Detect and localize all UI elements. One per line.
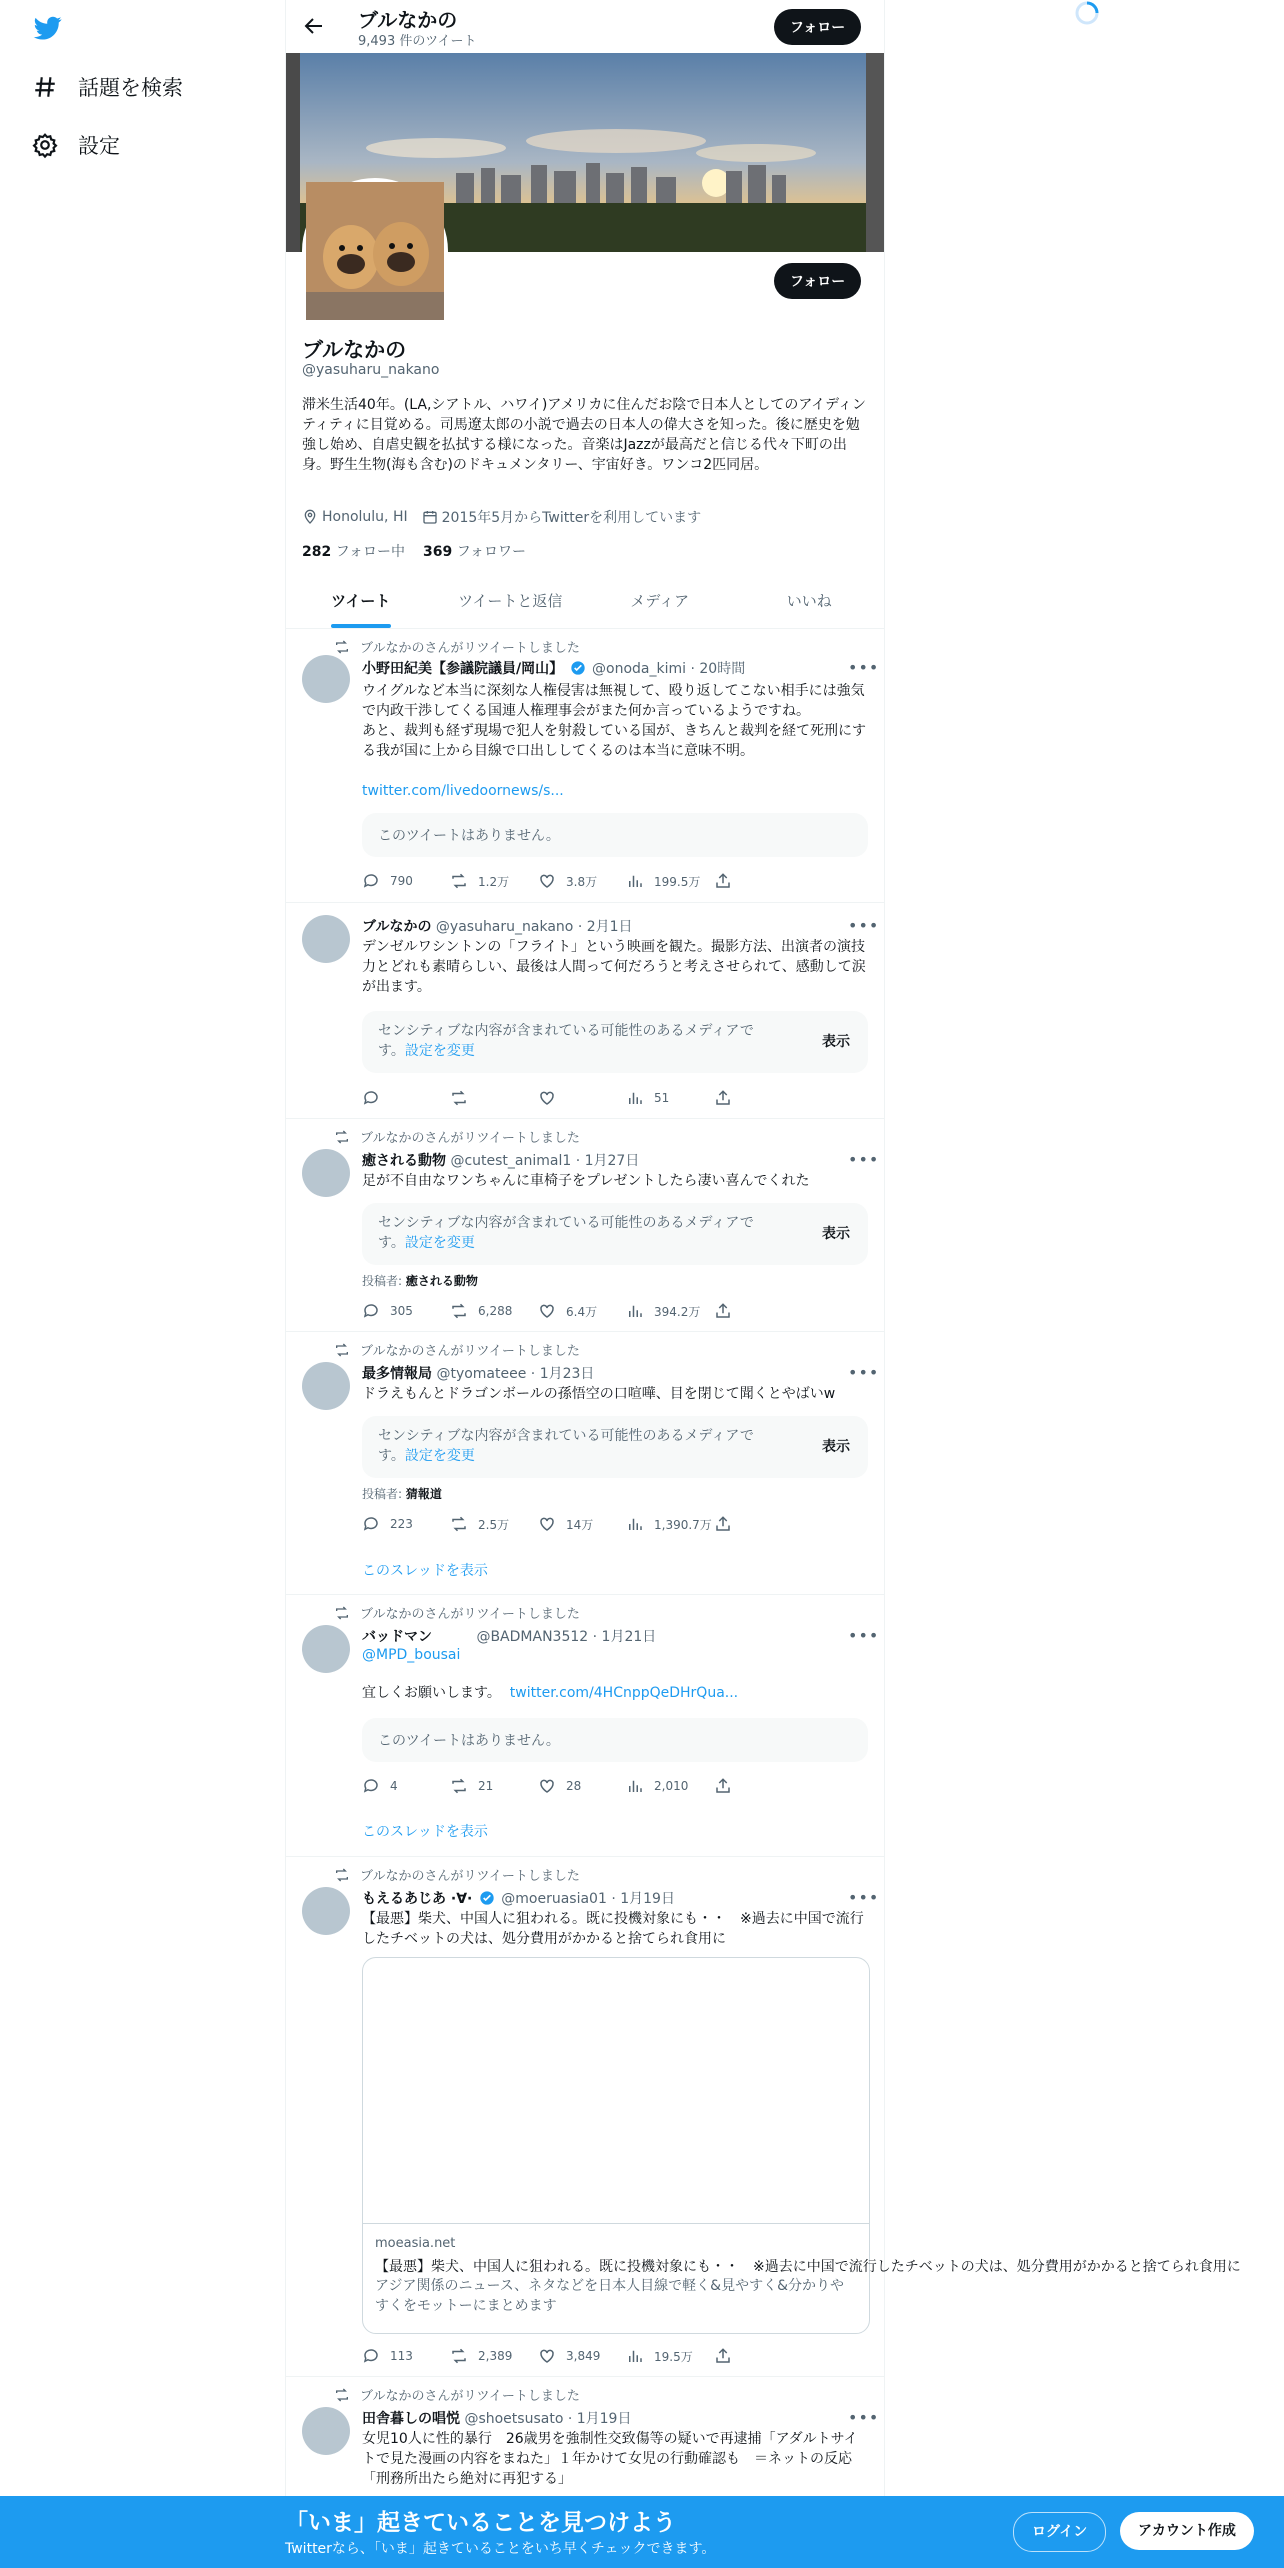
sensitive-text <box>378 1021 778 1061</box>
retweet-icon <box>334 1605 350 1621</box>
more-icon[interactable]: ••• <box>848 658 880 677</box>
tweet-time[interactable]: · 1月27日 <box>575 1153 640 1169</box>
tweet-text: 足が不自由なワンちゃんに車椅子をプレゼントしたら凄い喜んでくれた <box>362 1173 810 1189</box>
retweet-text: ブルなかのさんがリツイートしました <box>360 1869 580 1884</box>
retweet-icon <box>450 1089 468 1107</box>
left-nav <box>0 0 285 2568</box>
tweet-body: 宜しくお願いします。 <box>362 1685 501 1701</box>
tweet-header <box>362 2408 862 2428</box>
tweet-time[interactable]: · 1月21日 <box>592 1629 657 1645</box>
retweet-button[interactable] <box>450 1515 538 1533</box>
analytics-icon <box>626 1777 644 1795</box>
tweet-text <box>362 1683 868 1703</box>
tweet-actions <box>362 2347 802 2365</box>
profile-handle: @yasuharu_nakano <box>302 362 440 378</box>
tweet-header <box>362 658 862 678</box>
share-icon <box>714 1777 732 1795</box>
sensitive-message: センシティブな内容が含まれている可能性のあるメディアです。 <box>378 1428 754 1464</box>
retweet-icon <box>450 1302 468 1320</box>
views-button[interactable] <box>626 1777 714 1795</box>
profile-header-bar <box>286 0 884 53</box>
retweet-count: 6,288 <box>478 1304 513 1318</box>
share-button[interactable] <box>714 1515 802 1533</box>
profile-follow-button[interactable]: フォロー <box>774 263 861 299</box>
reply-button[interactable] <box>362 872 450 890</box>
tab-tweets[interactable]: ツイート <box>286 575 436 628</box>
followers-link[interactable] <box>423 541 526 561</box>
retweet-button[interactable] <box>450 1777 538 1795</box>
avatar[interactable] <box>302 1625 350 1673</box>
nav-explore[interactable] <box>32 72 183 102</box>
following-label: フォロー中 <box>335 544 405 560</box>
avatar[interactable] <box>302 1149 350 1197</box>
sensitive-media-warning <box>362 1011 868 1073</box>
tweet-actions <box>362 1089 802 1107</box>
following-link[interactable] <box>302 541 405 561</box>
share-icon <box>714 1515 732 1533</box>
tweet[interactable] <box>286 1595 884 1857</box>
views-button[interactable] <box>626 2347 714 2365</box>
views-button[interactable] <box>626 1302 714 1320</box>
nav-explore-label: 話題を検索 <box>78 76 183 100</box>
author-name[interactable]: 田舎暮しの唱悦 <box>362 2411 460 2427</box>
heart-icon <box>538 1777 556 1795</box>
retweet-indicator <box>334 1865 580 1884</box>
header-tweet-count: 9,493 件のツイート <box>358 34 477 49</box>
tweet-time[interactable]: · 1月19日 <box>611 1891 675 1907</box>
more-icon[interactable]: ••• <box>848 916 880 935</box>
analytics-icon <box>626 1515 644 1533</box>
like-button[interactable] <box>538 2347 626 2365</box>
followers-label: フォロワー <box>456 544 526 560</box>
calendar-icon <box>422 509 438 525</box>
tweet-header <box>362 1363 862 1383</box>
change-settings-link[interactable]: 設定を変更 <box>404 1043 475 1059</box>
posted-by-label: 投稿者: <box>362 1274 403 1288</box>
reply-icon <box>362 872 380 890</box>
tweet-text: デンゼルワシントンの「フライト」という映画を観た。撮影方法、出演者の演技力とどれも素晴らしい、最後は人間って何だろうと考えさせられて、感動して涙が出ます。 <box>362 939 866 995</box>
posted-by-name[interactable]: 癒される動物 <box>405 1274 478 1288</box>
profile-name: ブルなかの <box>302 338 407 362</box>
view-count: 19.5万 <box>654 2349 693 2364</box>
retweet-button[interactable] <box>450 1089 538 1107</box>
retweet-count: 2,389 <box>478 2349 513 2363</box>
avatar[interactable] <box>302 1362 350 1410</box>
more-icon[interactable]: ••• <box>848 1150 880 1169</box>
profile-follow-stats <box>302 541 526 561</box>
unavailable-quote[interactable]: このツイートはありません。 <box>362 1718 868 1762</box>
tweet[interactable] <box>286 903 884 1119</box>
posted-by-name[interactable]: 猜報道 <box>405 1487 442 1501</box>
tweet-actions <box>362 1515 802 1533</box>
avatar[interactable] <box>302 1887 350 1935</box>
more-icon[interactable]: ••• <box>848 1626 880 1645</box>
tweet[interactable] <box>286 1119 884 1332</box>
change-settings-link[interactable]: 設定を変更 <box>404 1235 475 1251</box>
author-handle[interactable]: @moeruasia01 <box>501 1891 607 1907</box>
signup-banner-title: 「いま」起きていることを見つけよう <box>285 2510 676 2536</box>
avatar[interactable] <box>302 915 350 963</box>
reply-button[interactable] <box>362 1089 450 1107</box>
posted-by <box>362 1272 478 1289</box>
sensitive-text <box>378 1426 778 1466</box>
retweet-indicator <box>334 1340 580 1359</box>
tweet-link[interactable]: twitter.com/livedoornews/s... <box>362 783 564 799</box>
tweet-text: 女児10人に性的暴行 26歳男を強制性交致傷等の疑いで再逮捕「アダルトサイトで見た漫画の内容をまねた」１年かけて女児の行動確認も ＝ネットの反応「刑務所出たら絶対に再犯する」 <box>362 2431 858 2487</box>
profile-location-text: Honolulu, HI <box>322 509 408 525</box>
sensitive-message: センシティブな内容が含まれている可能性のあるメディアです。 <box>378 1215 754 1251</box>
retweet-icon <box>334 1867 350 1883</box>
retweet-icon <box>334 1342 350 1358</box>
retweet-indicator <box>334 1127 580 1146</box>
retweet-indicator <box>334 2385 580 2404</box>
hashtag-icon <box>32 74 58 100</box>
reply-count: 4 <box>390 1779 398 1793</box>
back-arrow-icon[interactable] <box>302 14 326 38</box>
profile-joined <box>422 507 701 527</box>
retweet-text: ブルなかのさんがリツイートしました <box>360 1344 580 1359</box>
header-follow-button[interactable]: フォロー <box>774 9 861 45</box>
view-count: 1,390.7万 <box>654 1517 712 1532</box>
view-count: 199.5万 <box>654 874 701 889</box>
author-name[interactable]: 癒される動物 <box>362 1153 446 1169</box>
reply-count: 223 <box>390 1517 413 1531</box>
like-count: 3.8万 <box>566 874 598 889</box>
like-button[interactable] <box>538 1089 626 1107</box>
retweet-count: 21 <box>478 1779 494 1793</box>
avatar-dogs-image <box>306 182 444 320</box>
tab-tweets-replies[interactable]: ツイートと返信 <box>458 592 563 610</box>
signup-banner <box>0 2496 1284 2568</box>
retweet-icon <box>334 639 350 655</box>
tweet-time[interactable]: · 20時間 <box>690 661 746 677</box>
views-button[interactable] <box>626 1089 714 1107</box>
tweet-actions <box>362 1302 802 1320</box>
share-button[interactable] <box>714 2347 802 2365</box>
tab-media[interactable]: メディア <box>630 592 690 610</box>
share-icon <box>714 1089 732 1107</box>
retweet-icon <box>450 872 468 890</box>
heart-icon <box>538 1515 556 1533</box>
loading-spinner-icon <box>1074 0 1100 26</box>
views-button[interactable] <box>626 1515 714 1533</box>
sensitive-message: センシティブな内容が含まれている可能性のあるメディアです。 <box>378 1023 754 1059</box>
tweet[interactable] <box>286 1332 884 1595</box>
retweet-text: ブルなかのさんがリツイートしました <box>360 2389 580 2404</box>
author-handle[interactable]: @shoetsusato <box>464 2411 564 2427</box>
profile-tabs <box>286 575 884 629</box>
location-pin-icon <box>302 509 318 525</box>
analytics-icon <box>626 872 644 890</box>
retweet-indicator <box>334 637 580 656</box>
retweet-text: ブルなかのさんがリツイートしました <box>360 1607 580 1622</box>
show-media-button[interactable]: 表示 <box>822 1226 850 1242</box>
share-button[interactable] <box>714 1777 802 1795</box>
tweet[interactable] <box>286 1857 1241 2377</box>
twitter-logo-icon[interactable] <box>32 14 64 42</box>
tab-likes[interactable]: いいね <box>786 592 832 610</box>
analytics-icon <box>626 2347 644 2365</box>
tweet-header <box>362 916 862 936</box>
profile-meta <box>302 507 701 527</box>
retweet-icon <box>450 1777 468 1795</box>
retweet-icon <box>450 2347 468 2365</box>
header-profile-name: ブルなかの <box>358 8 458 32</box>
verified-badge-icon <box>479 1890 495 1906</box>
posted-by-label: 投稿者: <box>362 1487 403 1501</box>
reply-icon <box>362 2347 380 2365</box>
view-count: 2,010 <box>654 1779 689 1793</box>
avatar[interactable] <box>302 655 350 703</box>
signup-button[interactable]: アカウント作成 <box>1120 2512 1254 2550</box>
retweet-count: 1.2万 <box>478 874 510 889</box>
tweet-header <box>362 1150 862 1170</box>
reply-icon <box>362 1515 380 1533</box>
tweet-text: ドラえもんとドラゴンボールの孫悟空の口喧嘩、目を閉じて聞くとやばいw <box>362 1386 836 1402</box>
tweet-header <box>362 1888 862 1908</box>
avatar[interactable] <box>302 2407 350 2455</box>
like-count: 3,849 <box>566 2349 601 2363</box>
tweet-actions <box>362 1777 802 1795</box>
heart-icon <box>538 1302 556 1320</box>
more-icon[interactable]: ••• <box>848 1888 880 1907</box>
like-button[interactable] <box>538 1515 626 1533</box>
reply-icon <box>362 1302 380 1320</box>
reply-count: 305 <box>390 1304 413 1318</box>
tweet[interactable] <box>286 629 884 903</box>
tweet-header <box>362 1626 862 1646</box>
change-settings-link[interactable]: 設定を変更 <box>404 1448 475 1464</box>
retweet-button[interactable] <box>450 1302 538 1320</box>
tweet-time[interactable]: · 1月19日 <box>567 2411 632 2427</box>
like-button[interactable] <box>538 1302 626 1320</box>
author-name[interactable]: 最多情報局 <box>362 1366 432 1382</box>
gear-icon <box>32 132 58 158</box>
mention-link[interactable]: @MPD_bousai <box>362 1647 461 1663</box>
analytics-icon <box>626 1089 644 1107</box>
share-button[interactable] <box>714 1302 802 1320</box>
reply-button[interactable] <box>362 1302 450 1320</box>
author-name[interactable]: 小野田紀美【参議院議員/岡山】 <box>362 661 564 677</box>
tweet-text: 【最悪】柴犬、中国人に狙われる。既に投機対象にも・・ ※過去に中国で流行したチベットの犬は、処分費用がかかると捨てられ食用に <box>362 1911 864 1947</box>
retweet-indicator <box>334 1603 580 1622</box>
link-card[interactable] <box>362 1957 1241 2334</box>
heart-icon <box>538 1089 556 1107</box>
sensitive-media-warning <box>362 1203 868 1265</box>
share-button[interactable] <box>714 872 802 890</box>
reply-count: 790 <box>390 874 413 888</box>
view-count: 51 <box>654 1091 670 1105</box>
following-count: 282 <box>302 544 332 560</box>
tweet-actions <box>362 872 802 890</box>
author-handle[interactable]: @tyomateee <box>436 1366 527 1382</box>
like-count: 28 <box>566 1779 582 1793</box>
analytics-icon <box>626 1302 644 1320</box>
reply-button[interactable] <box>362 2347 450 2365</box>
reply-icon <box>362 1089 380 1107</box>
link-card-title: 【最悪】柴犬、中国人に狙われる。既に投機対象にも・・ ※過去に中国で流行したチベットの犬は、処分費用がかかると捨てられ食用に <box>375 2259 1241 2275</box>
reply-count: 113 <box>390 2349 413 2363</box>
retweet-text: ブルなかのさんがリツイートしました <box>360 1131 580 1146</box>
share-icon <box>714 872 732 890</box>
tweet-link[interactable]: twitter.com/4HCnppQeDHrQua... <box>509 1685 739 1701</box>
unavailable-quote[interactable]: このツイートはありません。 <box>362 813 868 857</box>
reply-icon <box>362 1777 380 1795</box>
show-media-button[interactable]: 表示 <box>822 1034 850 1050</box>
author-name[interactable]: もえるあじあ ·∀· <box>362 1891 473 1907</box>
retweet-count: 2.5万 <box>478 1517 510 1532</box>
tweet-text: ウイグルなど本当に深刻な人権侵害は無視して、殴り返してこない相手には強気で内政干渉してくる国連人権理事会がまた何か言っているようですね。 あと、裁判も経ず現場で犯人を射殺している国が、きちんと裁判を経て死刑にする我が国に上から目線で口出ししてくるのは本当に意味不明。 <box>362 683 866 759</box>
login-button[interactable]: ログイン <box>1013 2512 1106 2552</box>
retweet-icon <box>450 1515 468 1533</box>
signup-banner-subtitle: Twitterなら、「いま」起きていることをいち早くチェックできます。 <box>285 2541 716 2557</box>
sensitive-text <box>378 1213 778 1253</box>
more-icon[interactable]: ••• <box>848 1363 880 1382</box>
link-card-domain: moeasia.net <box>375 2236 456 2251</box>
show-thread-link[interactable]: このスレッドを表示 <box>362 1563 488 1579</box>
author-handle[interactable]: @yasuharu_nakano <box>435 919 574 935</box>
reply-button[interactable] <box>362 1515 450 1533</box>
reply-button[interactable] <box>362 1777 450 1795</box>
author-name[interactable]: バッドマン <box>362 1629 432 1645</box>
link-card-description: アジア関係のニュース、ネタなどを日本人目線で軽く&見やすく&分かりやすくをモットーにまとめます <box>375 2278 844 2314</box>
nav-settings-label: 設定 <box>78 134 120 158</box>
show-media-button[interactable]: 表示 <box>822 1439 850 1455</box>
more-icon[interactable]: ••• <box>848 2408 880 2427</box>
link-card-image <box>363 1958 869 2224</box>
tweet-time[interactable]: · 2月1日 <box>577 919 633 935</box>
retweet-icon <box>334 1129 350 1145</box>
profile-avatar[interactable] <box>302 178 448 324</box>
retweet-icon <box>334 2387 350 2403</box>
retweet-text: ブルなかのさんがリツイートしました <box>360 641 580 656</box>
verified-badge-icon <box>570 660 586 676</box>
profile-location <box>302 509 408 525</box>
tweet-time[interactable]: · 1月23日 <box>530 1366 595 1382</box>
share-icon <box>714 1302 732 1320</box>
like-count: 6.4万 <box>566 1304 598 1319</box>
share-icon <box>714 2347 732 2365</box>
nav-settings[interactable] <box>32 130 120 160</box>
like-button[interactable] <box>538 872 626 890</box>
share-button[interactable] <box>714 1089 802 1107</box>
profile-joined-text: 2015年5月からTwitterを利用しています <box>441 510 702 526</box>
sensitive-media-warning <box>362 1416 868 1478</box>
heart-icon <box>538 2347 556 2365</box>
view-count: 394.2万 <box>654 1304 701 1319</box>
profile-bio: 滞米生活40年。(LA,シアトル、ハワイ)アメリカに住んだお陰で日本人としてのアイディンティティに目覚める。司馬遼太郎の小説で過去の日本人の偉大さを知った。後に歴史を勉強し始め、自虐史観を払拭する様になった。音楽はJazzが最高だと信じる代々下町の出身。野生生物(海も含む)のドキュメンタリー、宇宙好き。ワンコ2匹同居。 <box>302 397 866 473</box>
posted-by <box>362 1485 442 1502</box>
like-button[interactable] <box>538 1777 626 1795</box>
author-handle[interactable]: @cutest_animal1 <box>450 1153 572 1169</box>
views-button[interactable] <box>626 872 714 890</box>
like-count: 14万 <box>566 1517 594 1532</box>
retweet-button[interactable] <box>450 2347 538 2365</box>
author-name[interactable]: ブルなかの <box>362 919 432 935</box>
heart-icon <box>538 872 556 890</box>
followers-count: 369 <box>423 544 453 560</box>
author-handle[interactable]: @BADMAN3512 <box>476 1629 589 1645</box>
author-handle[interactable]: @onoda_kimi <box>592 661 687 677</box>
retweet-button[interactable] <box>450 872 538 890</box>
show-thread-link[interactable]: このスレッドを表示 <box>362 1824 488 1840</box>
